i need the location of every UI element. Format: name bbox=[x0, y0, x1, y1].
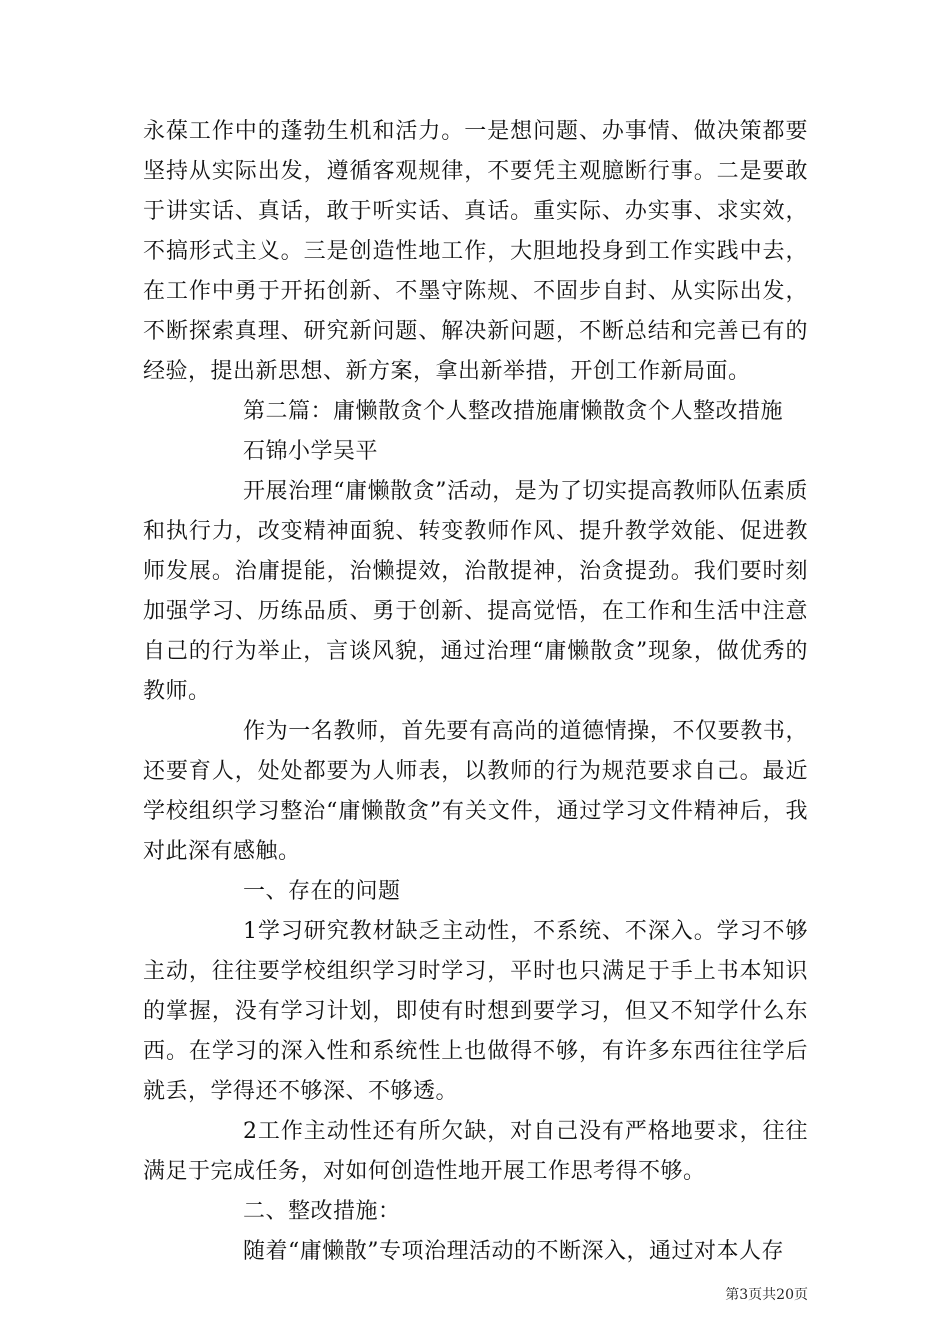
paragraph: 1学习研究教材缺乏主动性，不系统、不深入。学习不够主动，往往要学校组织学习时学习，平时也只满足于手上书本知识的掌握，没有学习计划，即使有时想到要学习，但又不知学什么东西。在学习的深入性和系统性上也做得不够，有许多东西往往学后就丢，学得还不够深、不够透。 bbox=[143, 919, 808, 1104]
paragraph: 作为一名教师，首先要有高尚的道德情操，不仅要教书，还要育人，处处都要为人师表，以教师的行为规范要求自己。最近学校组织学习整治“庸懒散贪”有关文件，通过学习文件精神后，我对此深有感触。 bbox=[143, 719, 808, 864]
author-line: 石锦小学吴平 bbox=[243, 439, 379, 464]
section-heading: 二、整改措施： bbox=[243, 1199, 401, 1224]
section-heading: 一、存在的问题 bbox=[243, 879, 401, 904]
paragraph: 2工作主动性还有所欠缺，对自己没有严格地要求，往往满足于完成任务，对如何创造性地开展工作思考得不够。 bbox=[143, 1119, 808, 1184]
paragraph: 随着“庸懒散”专项治理活动的不断深入，通过对本人存 bbox=[243, 1239, 784, 1264]
page-number-footer: 第3页共20页 bbox=[725, 1287, 808, 1303]
paragraph: 永葆工作中的蓬勃生机和活力。一是想问题、办事情、做决策都要坚持从实际出发，遵循客观规律，不要凭主观臆断行事。二是要敢于讲实话、真话，敢于听实话、真话。重实际、办实事、求实效，不搞形式主义。三是创造性地工作，大胆地投身到工作实践中去，在工作中勇于开拓创新、不墨守陈规、不固步自封、从实际出发，不断探索真理、研究新问题、解决新问题，不断总结和完善已有的经验，提出新思想、新方案，拿出新举措，开创工作新局面。 bbox=[143, 119, 808, 384]
section-title: 第二篇：庸懒散贪个人整改措施庸懒散贪个人整改措施 bbox=[243, 399, 784, 424]
paragraph: 开展治理“庸懒散贪”活动，是为了切实提高教师队伍素质和执行力，改变精神面貌、转变教师作风、提升教学效能、促进教师发展。治庸提能，治懒提效，治散提神，治贪提劲。我们要时刻加强学习、历练品质、勇于创新、提高觉悟，在工作和生活中注意自己的行为举止，言谈风貌，通过治理“庸懒散贪”现象，做优秀的教师。 bbox=[143, 479, 808, 704]
document-body bbox=[143, 112, 808, 1272]
